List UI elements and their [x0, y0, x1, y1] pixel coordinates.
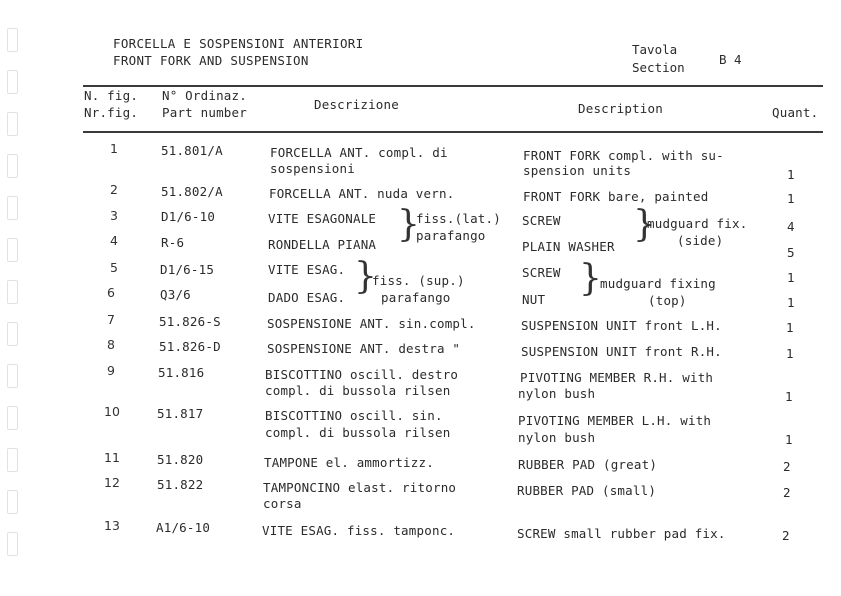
row12-fig: 12: [104, 475, 120, 490]
row8-desc-it: SOSPENSIONE ANT. destra ": [267, 341, 461, 356]
row6-desc-it: DADO ESAG.: [268, 290, 346, 305]
row1-fig: 1: [110, 141, 118, 156]
row13-part: A1/6-10: [156, 520, 211, 535]
row10-fig: 10: [104, 404, 120, 419]
row2-desc-en: FRONT FORK bare, painted: [523, 189, 709, 204]
header-bottom-rule: [83, 131, 823, 133]
row9-qty: 1: [785, 389, 793, 404]
title-italian: FORCELLA E SOSPENSIONI ANTERIORI: [113, 36, 364, 51]
row9-desc-it-1: BISCOTTINO oscill. destro: [265, 367, 459, 382]
binding-hole: [7, 448, 18, 472]
binding-hole: [7, 490, 18, 514]
binding-hole: [7, 238, 18, 262]
row11-fig: 11: [104, 450, 120, 465]
title-english: FRONT FORK AND SUSPENSION: [113, 53, 309, 68]
row2-desc-it: FORCELLA ANT. nuda vern.: [269, 186, 455, 201]
row5-qty: 1: [787, 270, 795, 285]
row13-qty: 2: [782, 528, 790, 543]
row8-fig: 8: [107, 337, 115, 352]
row4-fig: 4: [110, 233, 118, 248]
row7-fig: 7: [107, 312, 115, 327]
row4-qty: 5: [787, 245, 795, 260]
row13-desc-en: SCREW small rubber pad fix.: [517, 526, 726, 541]
row11-desc-it: TAMPONE el. ammortizz.: [264, 455, 434, 470]
row10-qty: 1: [785, 432, 793, 447]
row3-qty: 4: [787, 219, 795, 234]
row6-part: Q3/6: [160, 287, 191, 302]
row6-fig: 6: [107, 285, 115, 300]
row9-desc-en-2: nylon bush: [518, 386, 596, 401]
group56-it-2: parafango: [381, 290, 451, 305]
row13-desc-it: VITE ESAG. fiss. tamponc.: [262, 523, 456, 538]
binding-hole: [7, 28, 18, 52]
row3-part: D1/6-10: [161, 209, 216, 224]
group34-en-2: (side): [677, 233, 724, 248]
row10-desc-it-2: compl. di bussola rilsen: [265, 425, 451, 440]
row5-desc-en: SCREW: [522, 265, 561, 280]
row2-fig: 2: [110, 182, 118, 197]
row2-qty: 1: [787, 191, 795, 206]
row12-qty: 2: [783, 485, 791, 500]
binding-hole: [7, 196, 18, 220]
row3-fig: 3: [110, 208, 118, 223]
binding-hole: [7, 154, 18, 178]
col-fig-line2: Nr.fig.: [84, 105, 139, 120]
row4-part: R-6: [161, 235, 185, 250]
row11-desc-en: RUBBER PAD (great): [518, 457, 658, 472]
group34-it-2: parafango: [416, 228, 486, 243]
row7-part: 51.826-S: [159, 314, 221, 329]
row10-desc-en-2: nylon bush: [518, 430, 596, 445]
row12-desc-en: RUBBER PAD (small): [517, 483, 657, 498]
row11-part: 51.820: [157, 452, 204, 467]
row9-fig: 9: [107, 363, 115, 378]
row1-part: 51.801/A: [161, 143, 223, 158]
col-part-line1: N° Ordinaz.: [162, 88, 247, 103]
row9-desc-en-1: PIVOTING MEMBER R.H. with: [520, 370, 714, 385]
section-value: B 4: [719, 52, 742, 67]
row7-desc-it: SOSPENSIONE ANT. sin.compl.: [267, 316, 476, 331]
group34-en-1: mudguard fix.: [647, 216, 748, 231]
row9-part: 51.816: [158, 365, 205, 380]
row13-fig: 13: [104, 518, 120, 533]
row1-desc-it-2: sospensioni: [270, 161, 355, 176]
row1-desc-it-1: FORCELLA ANT. compl. di: [270, 145, 448, 160]
row4-desc-en: PLAIN WASHER: [522, 239, 615, 254]
brace-icon: }: [397, 204, 420, 245]
group34-it-1: fiss.(lat.): [416, 211, 501, 226]
row11-qty: 2: [783, 459, 791, 474]
col-description: Description: [578, 101, 663, 116]
row3-desc-en: SCREW: [522, 213, 561, 228]
row4-desc-it: RONDELLA PIANA: [268, 237, 377, 252]
row9-desc-it-2: compl. di bussola rilsen: [265, 383, 451, 398]
group56-en-1: mudguard fixing: [600, 276, 716, 291]
row10-desc-it-1: BISCOTTINO oscill. sin.: [265, 408, 443, 423]
row1-desc-en-2: spension units: [523, 163, 632, 178]
group56-it-1: fiss. (sup.): [372, 273, 465, 288]
tavola-label: Tavola: [632, 42, 678, 57]
brace-icon: }: [354, 256, 377, 297]
row8-desc-en: SUSPENSION UNIT front R.H.: [521, 344, 722, 359]
brace-icon: }: [579, 258, 602, 299]
binding-hole: [7, 532, 18, 556]
binding-hole: [7, 112, 18, 136]
row3-desc-it: VITE ESAGONALE: [268, 211, 377, 226]
col-fig-line1: N. fig.: [84, 88, 139, 103]
row12-desc-it-1: TAMPONCINO elast. ritorno: [263, 480, 457, 495]
row10-desc-en-1: PIVOTING MEMBER L.H. with: [518, 413, 712, 428]
row5-fig: 5: [110, 260, 118, 275]
binding-hole: [7, 70, 18, 94]
row7-desc-en: SUSPENSION UNIT front L.H.: [521, 318, 722, 333]
row12-desc-it-2: corsa: [263, 496, 302, 511]
row6-desc-en: NUT: [522, 292, 546, 307]
section-label: Section: [632, 60, 685, 75]
col-quant: Quant.: [772, 105, 819, 120]
binding-hole: [7, 406, 18, 430]
binding-hole: [7, 280, 18, 304]
brace-icon: }: [633, 204, 656, 245]
row12-part: 51.822: [157, 477, 204, 492]
row5-desc-it: VITE ESAG.: [268, 262, 346, 277]
row2-part: 51.802/A: [161, 184, 223, 199]
row7-qty: 1: [786, 320, 794, 335]
binding-hole: [7, 364, 18, 388]
header-top-rule: [83, 85, 823, 87]
group56-en-2: (top): [648, 293, 687, 308]
row1-desc-en-1: FRONT FORK compl. with su-: [523, 148, 724, 163]
col-part-line2: Part number: [162, 105, 247, 120]
row5-part: D1/6-15: [160, 262, 215, 277]
col-descrizione: Descrizione: [314, 97, 399, 112]
row8-part: 51.826-D: [159, 339, 221, 354]
binding-hole: [7, 322, 18, 346]
row8-qty: 1: [786, 346, 794, 361]
row10-part: 51.817: [157, 406, 204, 421]
row1-qty: 1: [787, 167, 795, 182]
row6-qty: 1: [787, 295, 795, 310]
